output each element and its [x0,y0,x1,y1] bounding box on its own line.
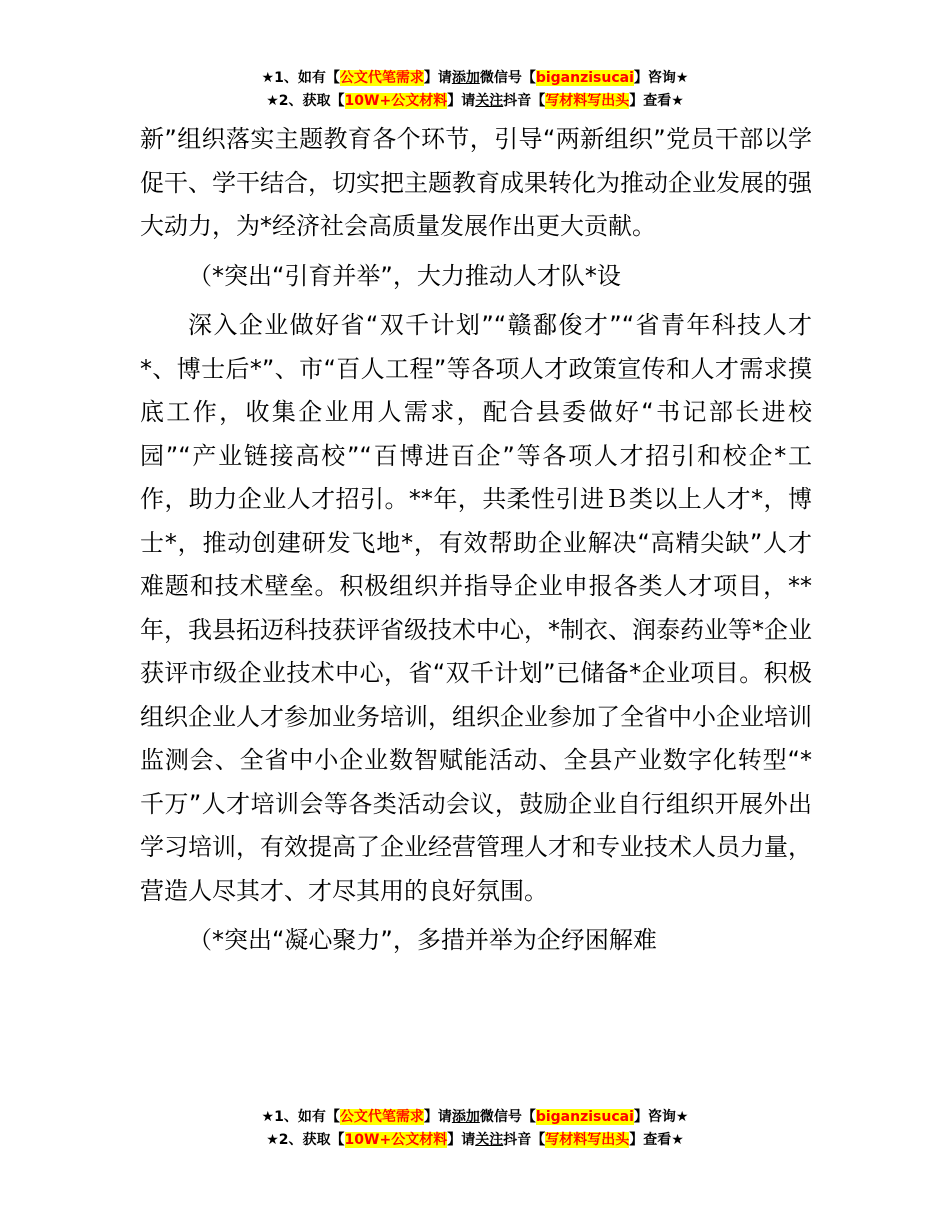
document-body [140,118,812,963]
highlight-douyin: 写材料写出头 [545,1132,630,1148]
highlight-service: 公文代笔需求 [339,70,424,86]
highlight-materials: 10W+公文材料 [344,93,448,109]
star-icon: ★ [675,70,689,86]
banner-text: 微信号【 [479,70,536,86]
highlight-service: 公文代笔需求 [339,1109,424,1125]
section-heading: （*突出“引育并举”，大力推动人才队*设 [188,261,621,290]
star-icon: ★ [261,1109,275,1125]
banner-text: 】查看 [629,93,672,109]
highlight-wechat-id: biganzisucai [535,70,634,86]
banner-emphasis: 添加 [451,1109,480,1125]
banner-line-2 [0,1129,950,1152]
star-icon: ★ [675,1109,689,1125]
banner-line-1 [0,1106,950,1129]
banner-line-1 [0,67,950,90]
highlight-douyin: 写材料写出头 [545,93,630,109]
banner-text: 2、获取【 [278,93,345,109]
banner-text: 微信号【 [479,1109,536,1125]
banner-emphasis: 添加 [451,70,480,86]
star-icon: ★ [266,93,279,109]
banner-text: 1、如有【 [274,1109,340,1125]
banner-text: 】请 [423,70,452,86]
banner-text: 】请 [447,1132,476,1148]
banner-emphasis: 关注 [475,1132,504,1148]
banner-text: 】查看 [629,1132,672,1148]
header-banner [0,67,950,113]
star-icon: ★ [671,93,684,109]
paragraph: 深入企业做好省“双千计划”“赣鄱俊才”“省青年科技人才*、博士后*”、市“百人工程”等各项人才政策宣传和人才需求摸底工作，收集企业用人需求，配合县委做好“书记部长进校园”“产业链接高校”“百博进百企”等各项人才招引和校企*工作，助力企业人才招引。**年，共柔性引进Ｂ类以上人才*，博士*，推动创建研发飞地*，有效帮助企业解决“高精尖缺”人才难题和技术壁垒。积极组织并指导企业申报各类人才项目，**年，我县拓迈科技获评省级技术中心，*制衣、润泰药业等*企业获评市级企业技术中心，省“双千计划”已储备*企业项目。积极组织企业人才参加业务培训，组织企业参加了全省中小企业培训监测会、全省中小企业数智赋能活动、全县产业数字化转型“*千万”人才培训会等各类活动会议，鼓励企业自行组织开展外出学习培训，有效提高了企业经营管理人才和专业技术人员力量，营造人尽其才、才尽其用的良好氛围。 [140,311,812,905]
section-heading: （*突出“凝心聚力”，多措并举为企纾困解难 [188,926,657,954]
banner-text: 抖音【 [503,93,546,109]
banner-emphasis: 关注 [475,93,504,109]
star-icon: ★ [261,70,275,86]
banner-text: 】请 [423,1109,452,1125]
star-icon: ★ [266,1132,279,1148]
footer-banner [0,1106,950,1152]
banner-text: 1、如有【 [274,70,340,86]
paragraph: 新”组织落实主题教育各个环节，引导“两新组织”党员干部以学促干、学干结合，切实把主题教育成果转化为推动企业发展的强大动力，为*经济社会高质量发展作出更大贡献。 [140,125,812,240]
highlight-materials: 10W+公文材料 [344,1132,448,1148]
banner-text: 】请 [447,93,476,109]
banner-text: 抖音【 [503,1132,546,1148]
banner-text: 】咨询 [633,1109,676,1125]
highlight-wechat-id: biganzisucai [535,1109,634,1125]
banner-text: 2、获取【 [278,1132,345,1148]
banner-line-2 [0,90,950,113]
star-icon: ★ [671,1132,684,1148]
banner-text: 】咨询 [633,70,676,86]
